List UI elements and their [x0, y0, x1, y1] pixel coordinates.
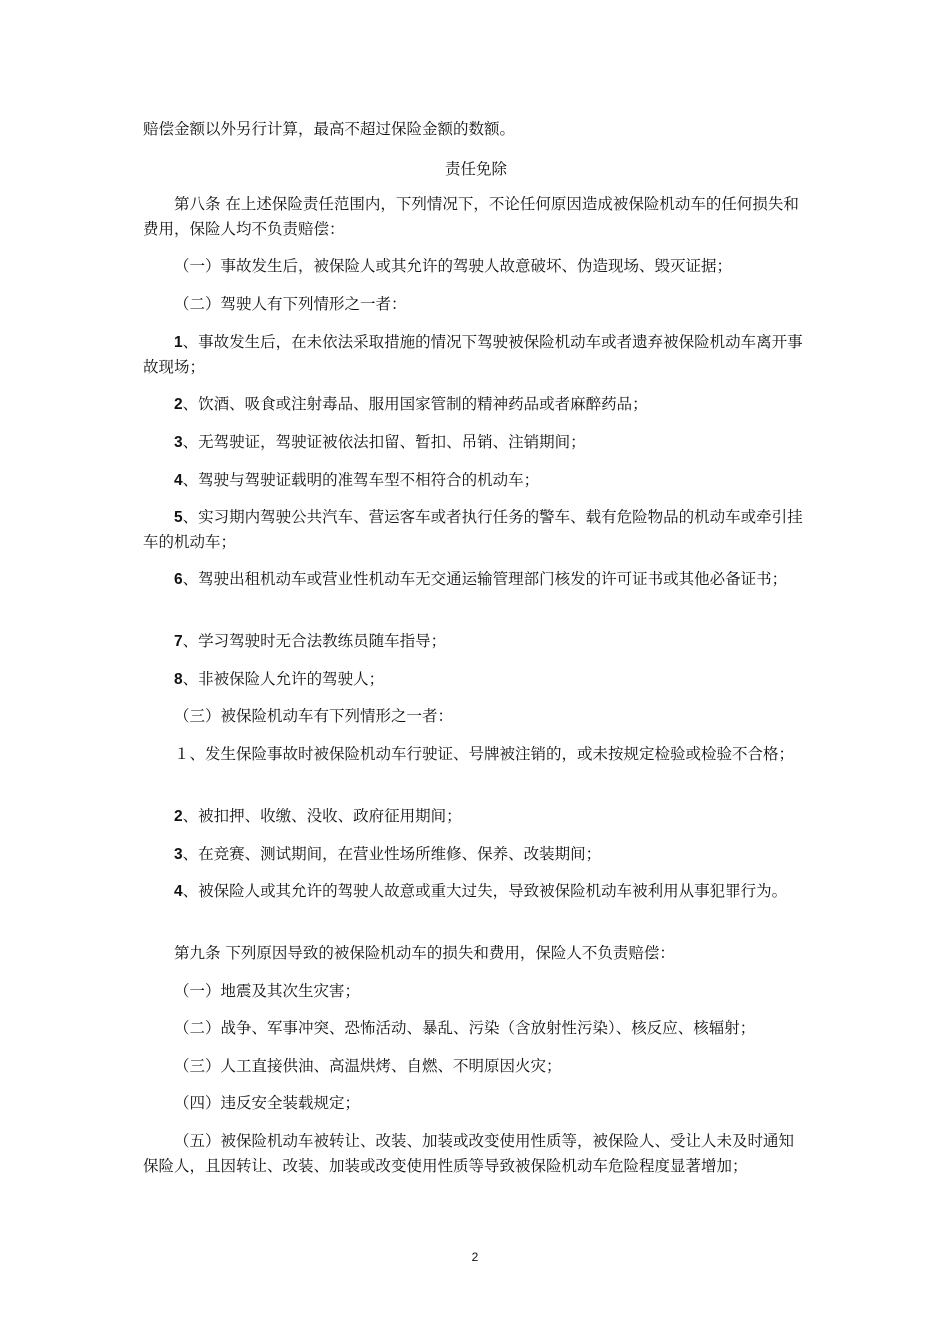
- item-2-3: 3、无驾驶证，驾驶证被依法扣留、暂扣、吊销、注销期间；: [174, 433, 586, 451]
- item-3-3: 3、在竞赛、测试期间，在营业性场所维修、保养、改装期间；: [174, 845, 602, 863]
- article-9-clause-4: （四）违反安全装载规定；: [174, 1094, 361, 1112]
- article-9-clause-1: （一）地震及其次生灾害；: [174, 982, 361, 1000]
- paragraph-continuation: 赔偿金额以外另行计算，最高不超过保险金额的数额。: [143, 120, 516, 138]
- item-3-4: 4、被保险人或其允许的驾驶人故意或重大过失，导致被保险机动车被利用从事犯罪行为。: [174, 882, 788, 900]
- item-3-2: 2、被扣押、收缴、没收、政府征用期间；: [174, 807, 462, 825]
- item-2-4: 4、驾驶与驾驶证载明的准驾车型不相符合的机动车；: [174, 471, 540, 489]
- article-9-clause-3: （三）人工直接供油、高温烘烤、自燃、不明原因火灾；: [174, 1057, 562, 1075]
- article-9-clause-2: （二）战争、军事冲突、恐怖活动、暴乱、污染（含放射性污染）、核反应、核辐射；: [174, 1019, 756, 1037]
- article-9: 第九条 下列原因导致的被保险机动车的损失和费用，保险人不负责赔偿：: [174, 944, 675, 962]
- page-number: 2: [471, 1250, 479, 1264]
- item-2-6: 6、驾驶出租机动车或营业性机动车无交通运输管理部门核发的许可证书或其他必备证书；: [174, 570, 788, 588]
- item-2-7: 7、学习驾驶时无合法教练员随车指导；: [174, 632, 447, 650]
- item-2-8: 8、非被保险人允许的驾驶人；: [174, 670, 385, 688]
- clause-1: （一）事故发生后，被保险人或其允许的驾驶人故意破坏、伪造现场、毁灭证据；: [174, 257, 733, 275]
- item-2-2: 2、饮酒、吸食或注射毒品、服用国家管制的精神药品或者麻醉药品；: [174, 395, 648, 413]
- clause-3: （三）被保险机动车有下列情形之一者：: [174, 707, 454, 725]
- item-2-1: 1、事故发生后，在未依法采取措施的情况下驾驶被保险机动车或者遗弃被保险机动车离开事故现场；: [143, 333, 803, 376]
- article-9-clause-5: （五）被保险机动车被转让、改装、加装或改变使用性质等，被保险人、受让人未及时通知保险人，且因转让、改装、加装或改变使用性质等导致被保险机动车危险程度显著增加；: [143, 1132, 795, 1175]
- article-8: 第八条 在上述保险责任范围内，下列情况下，不论任何原因造成被保险机动车的任何损失和费用，保险人均不负责赔偿：: [143, 195, 799, 238]
- clause-2: （二）驾驶人有下列情形之一者：: [174, 295, 407, 313]
- section-heading: 责任免除: [444, 160, 507, 178]
- item-3-1: １、发生保险事故时被保险机动车行驶证、号牌被注销的，或未按规定检验或检验不合格；: [174, 745, 795, 763]
- item-2-5: 5、实习期内驾驶公共汽车、营运客车或者执行任务的警车、载有危险物品的机动车或牵引挂车的机动车；: [143, 508, 803, 551]
